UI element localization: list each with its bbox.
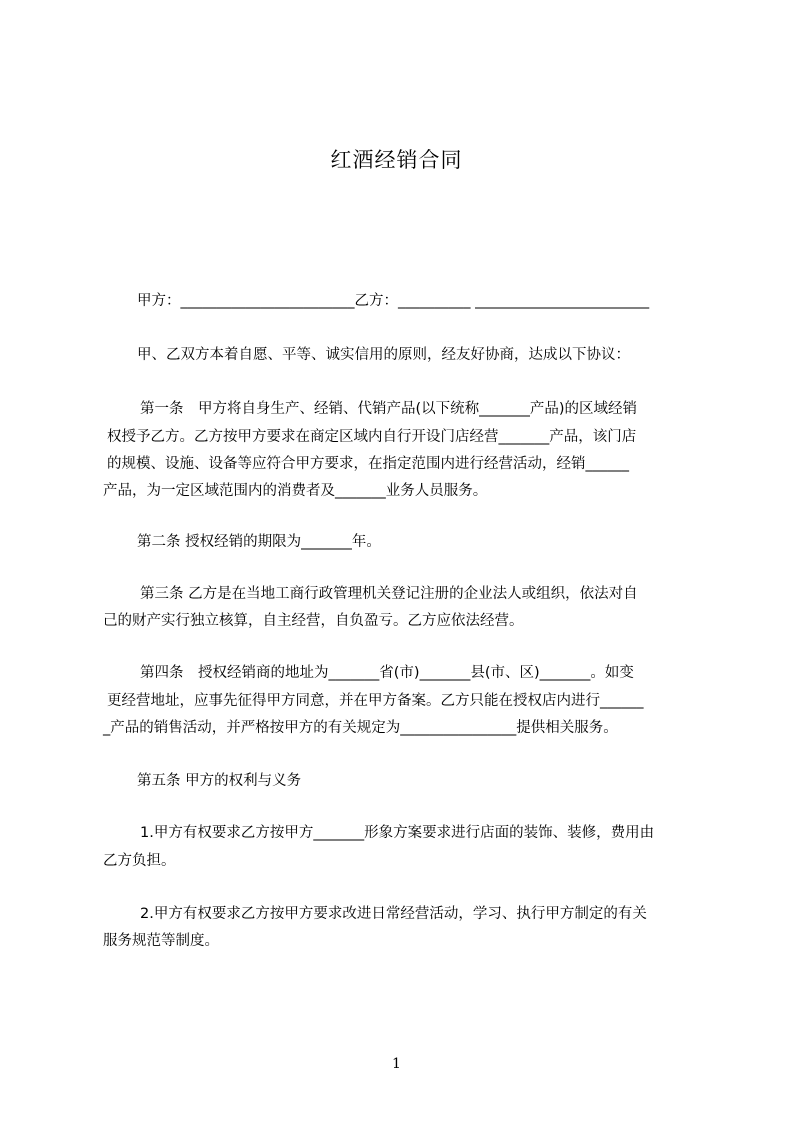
article-2: 第二条 授权经销的期限为_______年。 [137,534,381,550]
article-4-line: 更经营地址，应事先征得甲方同意，并在甲方备案。乙方只能在授权店内进行______ [107,693,644,709]
article-4-line: _产品的销售活动，并严格按甲方的有关规定为________________提供相关服务。 [103,720,618,736]
article-5-heading: 第五条 甲方的权利与义务 [137,773,302,789]
item-1-line: 乙方负担。 [103,853,176,869]
article-3-line: 第三条 乙方是在当地工商行政管理机关登记注册的企业法人或组织，依法对自 [140,586,638,602]
article-1-line: 产品，为一定区域范围内的消费者及_______业务人员服务。 [103,483,488,499]
item-2-line: 2.甲方有权要求乙方按甲方要求改进日常经营活动，学习、执行甲方制定的有关 [140,906,647,922]
article-1-line: 的规模、设施、设备等应符合甲方要求，在指定范围内进行经营活动，经销______ [107,456,629,472]
article-1-line: 权授予乙方。乙方按甲方要求在商定区域内自行开设门店经营_______产品，该门店 [107,429,637,445]
page-title: 红酒经销合同 [330,148,463,172]
article-4-line: 第四条 授权经销商的地址为_______省(市)_______县(市、区)_______。如变 [140,665,634,681]
intro-paragraph: 甲、乙双方本着自愿、平等、诚实信用的原则，经友好协商，达成以下协议： [137,347,630,363]
article-1-line: 第一条 甲方将自身生产、经销、代销产品(以下统称_______产品)的区域经销 [140,401,638,417]
item-1-line: 1.甲方有权要求乙方按甲方_______形象方案要求进行店面的装饰、装修，费用由 [140,825,655,841]
item-2-line: 服务规范等制度。 [103,933,219,949]
parties-line: 甲方：________________________乙方：__________ ________________________ [137,293,650,309]
page-number: 1 [392,1056,401,1072]
article-3-line: 己的财产实行独立核算，自主经营，自负盈亏。乙方应依法经营。 [103,613,524,629]
